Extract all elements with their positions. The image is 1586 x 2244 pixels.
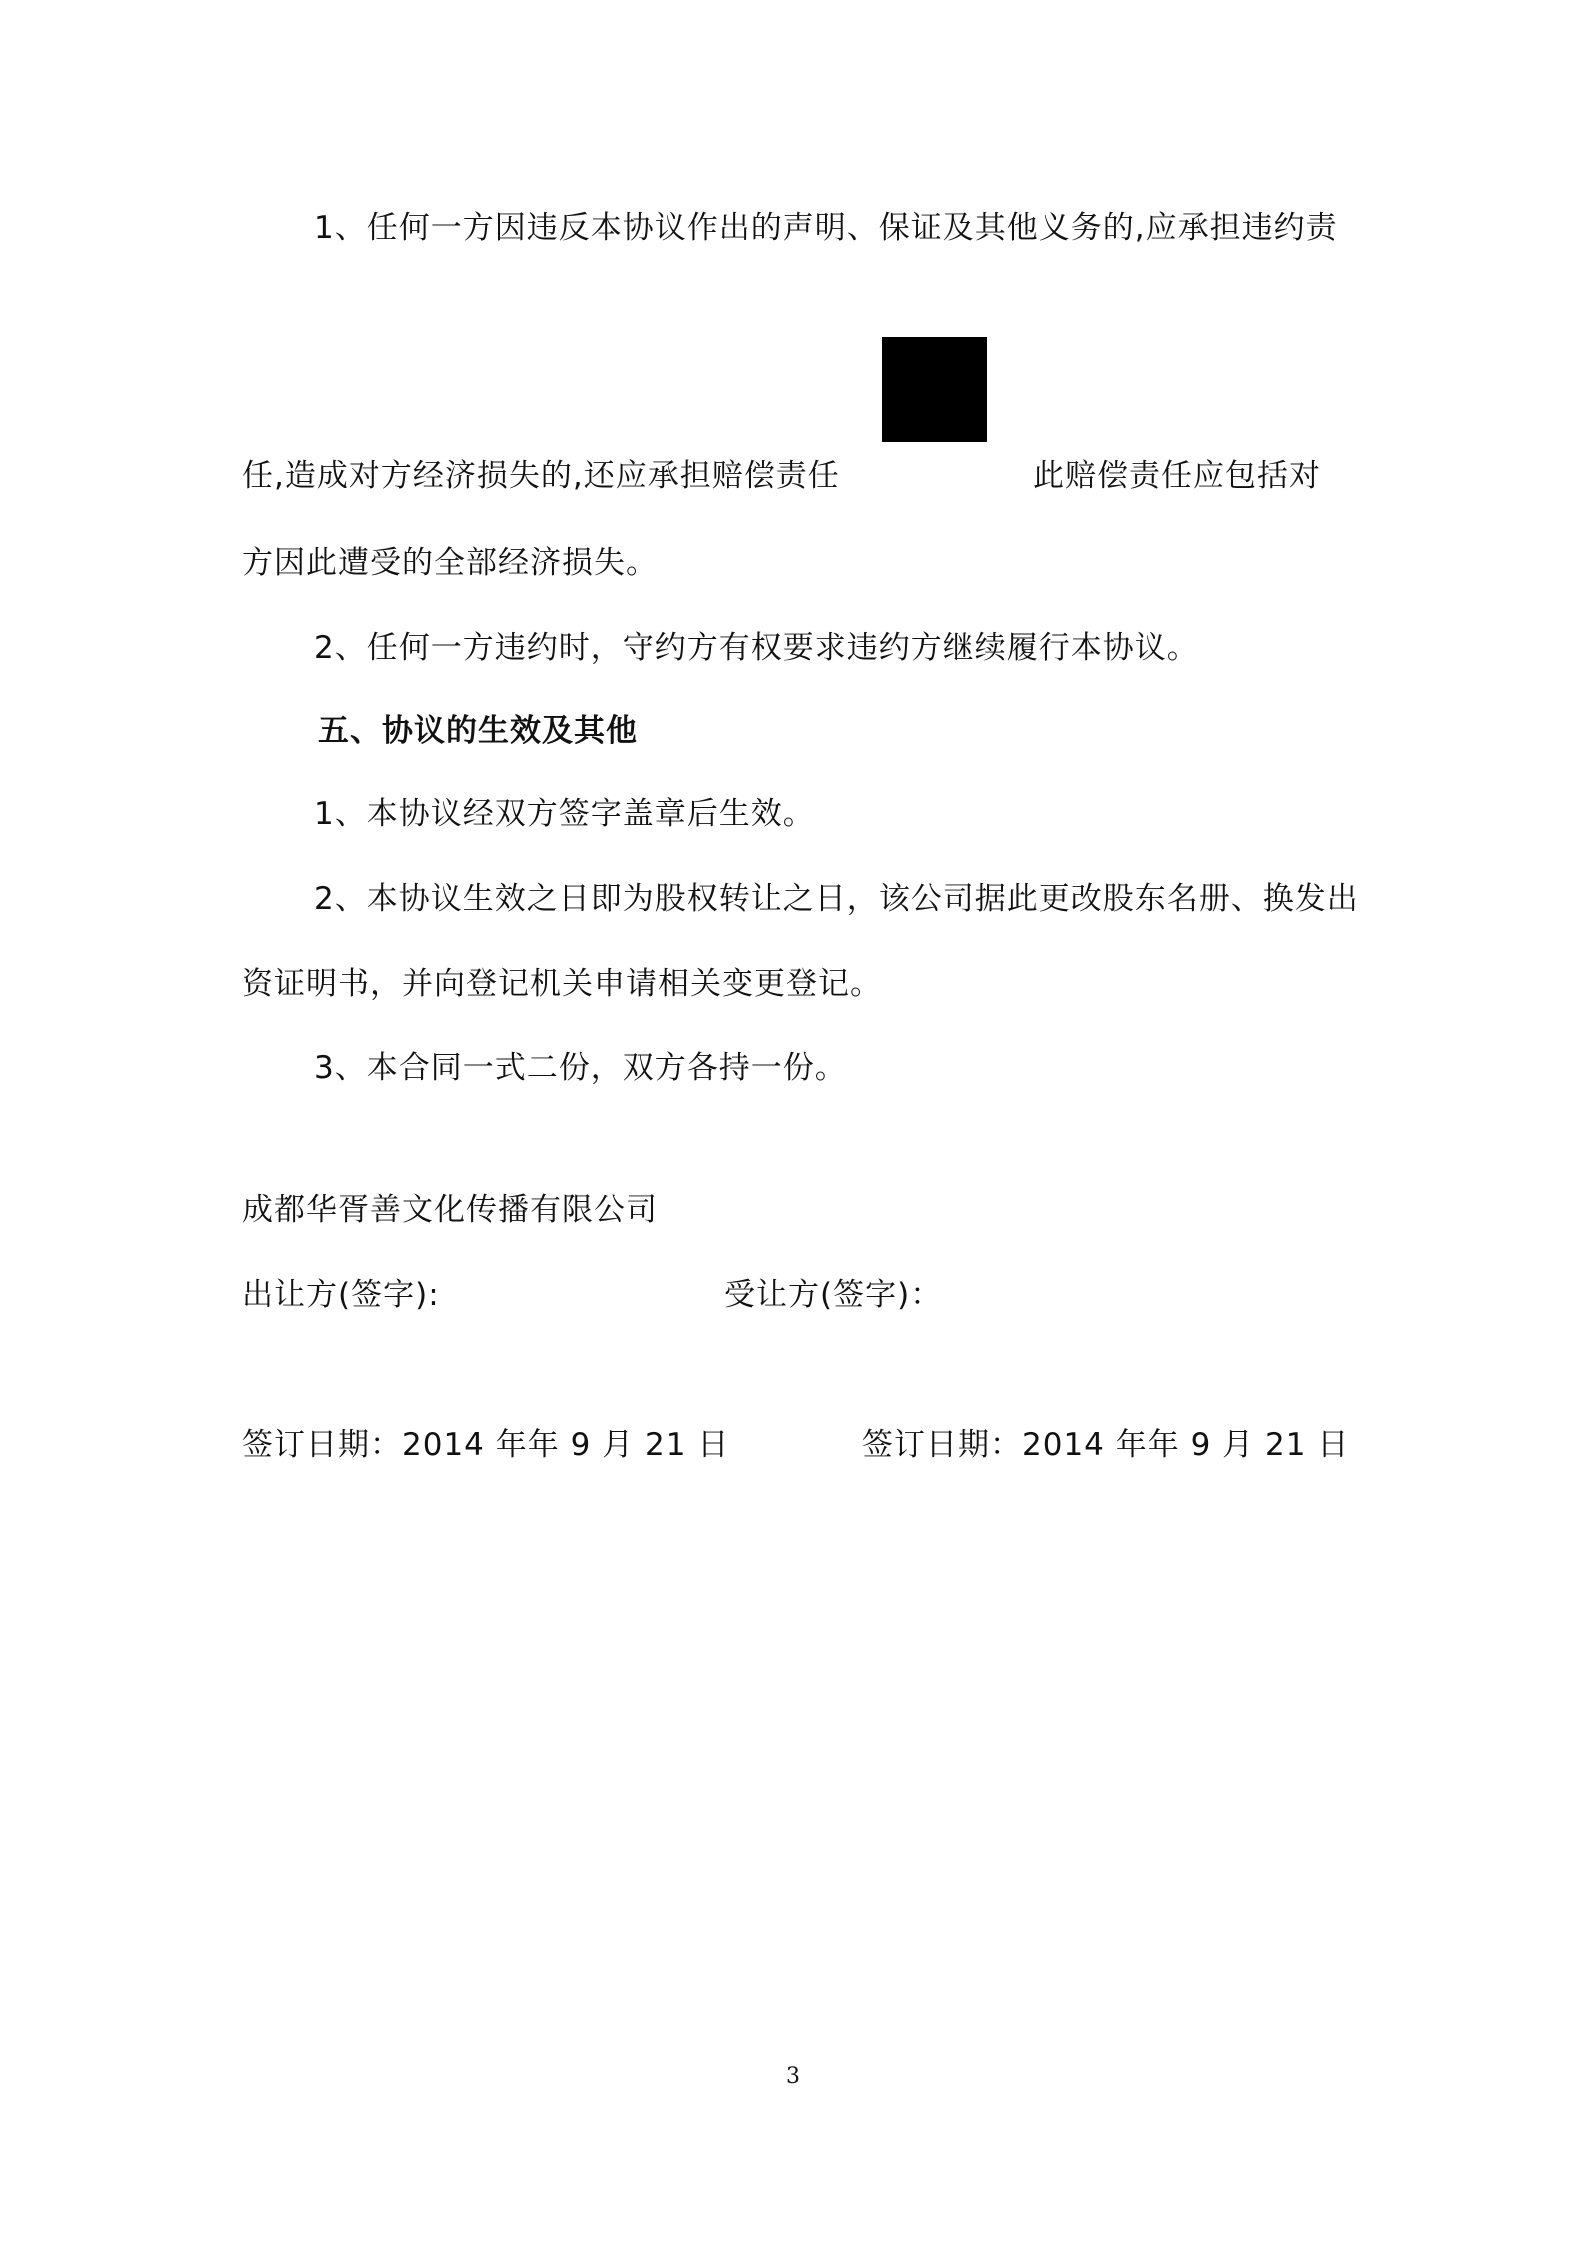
signing-date-right: 签订日期：2014 年年 9 月 21 日 [862, 1427, 1350, 1463]
clause4-item1-line2-after: 此赔偿责任应包括对 [1033, 458, 1321, 494]
clause5-item3: 3、本合同一式二份，双方各持一份。 [314, 1050, 847, 1086]
clause5-item2-line2: 资证明书，并向登记机关申请相关变更登记。 [242, 966, 882, 1002]
page-number: 3 [786, 2064, 800, 2089]
clause5-item2-line1: 2、本协议生效之日即为股权转让之日，该公司据此更改股东名册、换发出 [314, 881, 1359, 917]
transferor-signature-label: 出让方(签字): [242, 1277, 440, 1313]
signing-date-left: 签订日期：2014 年年 9 月 21 日 [242, 1427, 730, 1463]
clause4-item1-line1: 1、任何一方因违反本协议作出的声明、保证及其他义务的,应承担违约责 [314, 210, 1338, 246]
clause5-heading: 五、协议的生效及其他 [318, 713, 638, 749]
transferee-signature-label: 受让方(签字)： [724, 1277, 943, 1313]
clause4-item1-line3: 方因此遭受的全部经济损失。 [242, 545, 658, 581]
clause5-item1: 1、本协议经双方签字盖章后生效。 [314, 796, 815, 832]
redaction-block [882, 337, 987, 442]
clause4-item2: 2、任何一方违约时，守约方有权要求违约方继续履行本协议。 [314, 630, 1199, 666]
clause4-item1-line2-before: 任,造成对方经济损失的,还应承担赔偿责任 [242, 458, 840, 494]
company-name: 成都华胥善文化传播有限公司 [242, 1192, 658, 1228]
